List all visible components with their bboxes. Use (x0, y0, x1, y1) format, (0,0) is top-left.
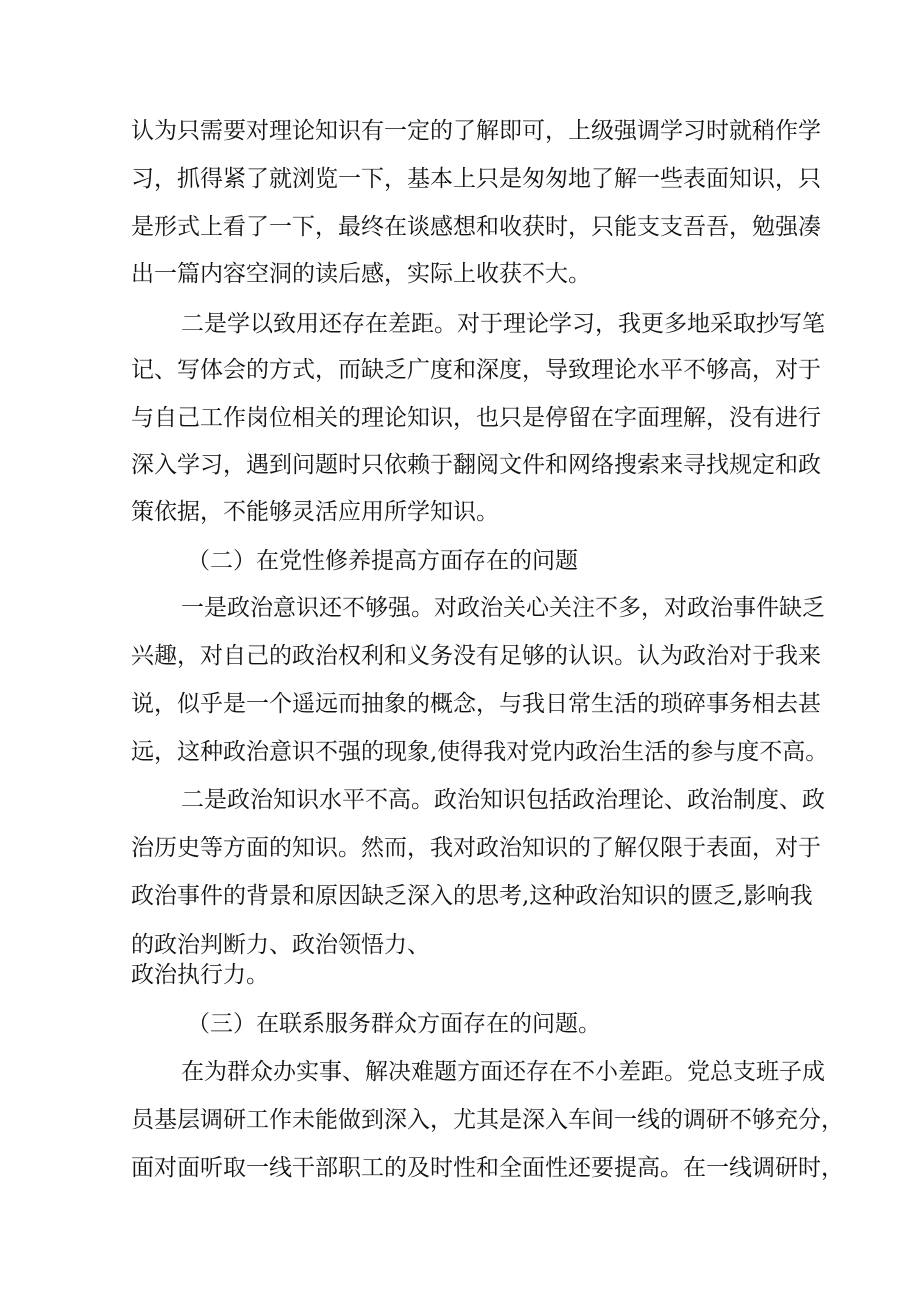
text-line: 说，似乎是一个遥远而抽象的概念，与我日常生活的琐碎事务相去甚 (131, 691, 821, 717)
text-line: 认为只需要对理论知识有一定的了解即可，上级强调学习时就稍作学 (131, 118, 821, 144)
text-line: 员基层调研工作未能做到深入，尤其是深入车间一线的调研不够充分， (131, 1107, 844, 1133)
text-line: 在为群众办实事、解决难题方面还存在不小差距。党总支班子成 (181, 1059, 825, 1085)
text-line: 二是学以致用还存在差距。对于理论学习，我更多地采取抄写笔 (181, 311, 825, 337)
text-line: 远，这种政治意识不强的现象,使得我对党内政治生活的参与度不高。 (131, 739, 829, 765)
text-line: 治历史等方面的知识。然而，我对政治知识的了解仅限于表面，对于 (131, 835, 821, 861)
text-line: 习，抓得紧了就浏览一下，基本上只是匆匆地了解一些表面知识，只 (131, 166, 821, 192)
text-line: 兴趣，对自己的政治权利和义务没有足够的认识。认为政治对于我来 (131, 643, 821, 669)
text-line: 政治事件的背景和原因缺乏深入的思考,这种政治知识的匮乏,影响我 (131, 883, 813, 909)
section-heading: （三）在联系服务群众方面存在的问题。 (187, 1011, 601, 1037)
text-line: 政治执行力。 (131, 962, 269, 988)
text-line: 的政治判断力、政治领悟力、 (131, 932, 430, 958)
text-line: 是形式上看了一下，最终在谈感想和收获时，只能支支吾吾，勉强凑 (131, 214, 821, 240)
text-line: 与自己工作岗位相关的理论知识，也只是停留在字面理解，没有进行 (131, 405, 821, 431)
text-line: 出一篇内容空洞的读后感，实际上收获不大。 (131, 261, 591, 287)
text-line: 二是政治知识水平不高。政治知识包括政治理论、政治制度、政 (181, 787, 825, 813)
text-line: 一是政治意识还不够强。对政治关心关注不多，对政治事件缺乏 (181, 595, 825, 621)
text-line: 深入学习，遇到问题时只依赖于翻阅文件和网络搜索来寻找规定和政 (131, 452, 821, 478)
section-heading: （二）在党性修养提高方面存在的问题 (187, 548, 578, 574)
text-line: 面对面听取一线干部职工的及时性和全面性还要提高。在一线调研时， (131, 1155, 844, 1181)
text-line: 记、写体会的方式，而缺乏广度和深度，导致理论水平不够高，对于 (131, 357, 821, 383)
text-line: 策依据，不能够灵活应用所学知识。 (131, 499, 499, 525)
